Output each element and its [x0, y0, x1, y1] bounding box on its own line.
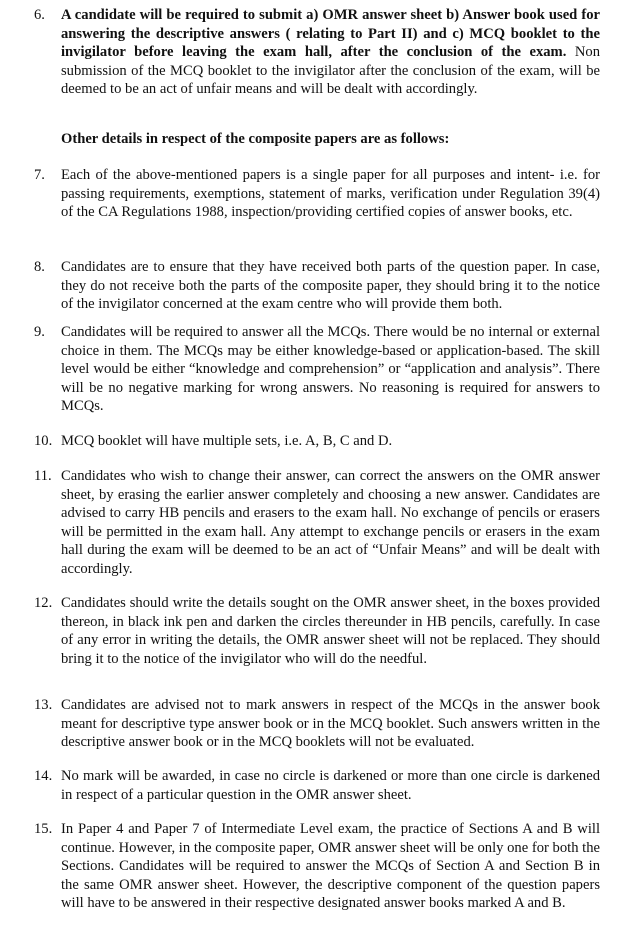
list-item-14 — [34, 767, 600, 804]
item-number: 14. — [34, 768, 53, 784]
item-bold-text: A candidate will be required to submit a) OMR answer sheet b) Answer book used for answering the descriptive answers ( relating to Part II) and c) MCQ booklet to the invigilator before leaving the exam hall, after the conclusion of the exam. — [61, 7, 600, 60]
item-text: Candidates who wish to change their answer, can correct the answers on the OMR answer sheet, by erasing the earlier answer completely and choosing a new answer. Candidates are advised to carry HB pencils and erasers to the exam hall. No exchange of pencils or erasers will be permitted in the exam hall. Any attempt to exchange pencils or erasers in the exam hall during the exam will be deemed to be an act of “Unfair Means” and will be dealt with accordingly. — [61, 468, 600, 577]
item-number: 13. — [34, 697, 53, 713]
item-text: Candidates should write the details sought on the OMR answer sheet, in the boxes provided thereon, in black ink pen and darken the circles thereunder in HB pencils, carefully. In case of any error in writing the details, the OMR answer sheet will not be replaced. They should bring it to the notice of the invigilator who will do the needful. — [61, 595, 600, 667]
item-body-text: Non submission of the MCQ booklet to the invigilator after the conclusion of the exam, will be deemed to be an act of unfair means and will be dealt with accordingly. — [61, 44, 600, 97]
item-number: 8. — [34, 259, 45, 275]
list-item-6 — [34, 6, 600, 99]
list-item-13 — [34, 696, 600, 752]
list-item-15 — [34, 820, 600, 913]
item-number: 9. — [34, 324, 45, 340]
item-number: 7. — [34, 167, 45, 183]
list-item-10 — [34, 432, 600, 451]
item-text: No mark will be awarded, in case no circle is darkened or more than one circle is darkened in respect of a particular question in the OMR answer sheet. — [61, 768, 600, 803]
item-text: Candidates will be required to answer all the MCQs. There would be no internal or external choice in them. The MCQs may be either knowledge-based or application-based. The skill level would be either “knowledge and comprehension” or “application and analysis”. There will be no negative marking for wrong answers. No reasoning is required for answers to MCQs. — [61, 324, 600, 414]
item-text: MCQ booklet will have multiple sets, i.e. A, B, C and D. — [61, 433, 393, 449]
item-text — [61, 6, 600, 99]
item-number: 6. — [34, 7, 45, 23]
item-number: 12. — [34, 595, 53, 611]
section-heading: Other details in respect of the composite papers are as follows: — [61, 131, 450, 147]
list-item-7 — [34, 166, 600, 222]
item-text: In Paper 4 and Paper 7 of Intermediate Level exam, the practice of Sections A and B will continue. However, in the composite paper, OMR answer sheet will be only one for both the Sections. Candidates will be required to answer the MCQs of Section A and Section B in the same OMR answer sheet. However, the descriptive component of the question papers will have to be answered in their respective designated answer books marked A and B. — [61, 821, 600, 911]
item-number: 15. — [34, 821, 53, 837]
item-text: Candidates are advised not to mark answers in respect of the MCQs in the answer book meant for descriptive type answer book or in the MCQ booklet. Such answers written in the descriptive answer book or in the MCQ booklets will not be evaluated. — [61, 697, 600, 750]
item-text: Each of the above-mentioned papers is a single paper for all purposes and intent- i.e. for passing requirements, exemptions, statement of marks, verification under Regulation 39(4) of the CA Regulations 1988, inspection/providing certified copies of answer books, etc. — [61, 167, 600, 220]
item-number: 11. — [34, 468, 52, 484]
list-item-12 — [34, 594, 600, 668]
list-item-8 — [34, 258, 600, 314]
item-number: 10. — [34, 433, 53, 449]
list-item-9 — [34, 323, 600, 416]
item-text: Candidates are to ensure that they have received both parts of the question paper. In case, they do not receive both the parts of the composite paper, they should bring it to the notice of the invigilator concerned at the exam centre who will provide them both. — [61, 259, 600, 312]
list-item-11 — [34, 467, 600, 578]
